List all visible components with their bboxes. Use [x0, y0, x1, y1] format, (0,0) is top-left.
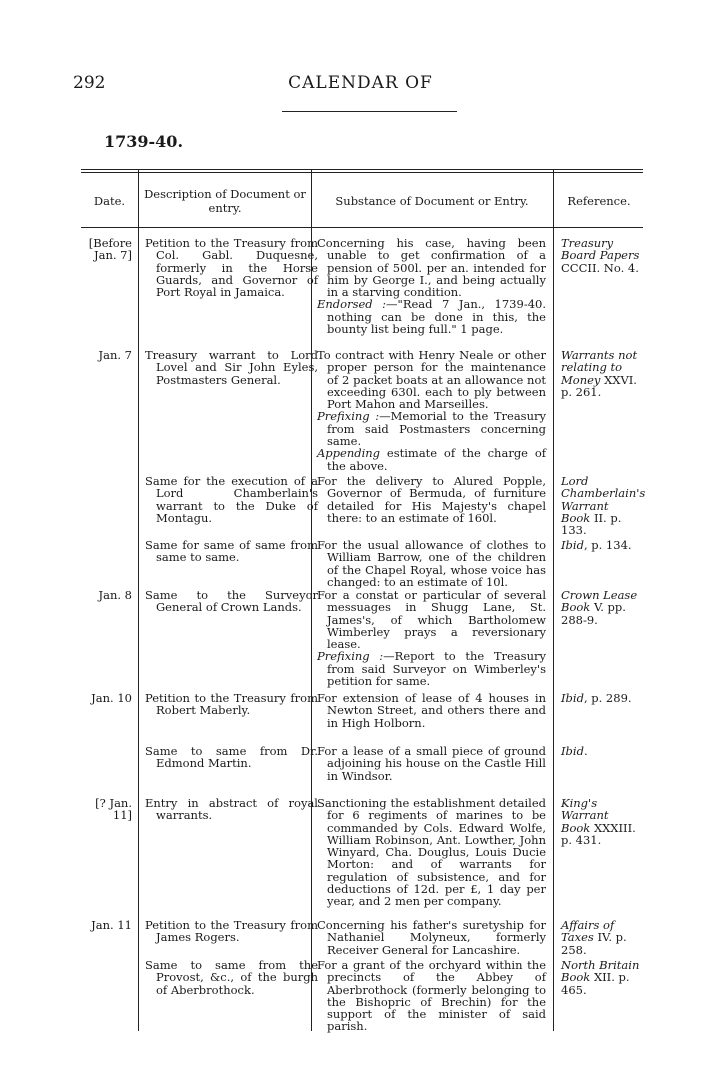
reference-locator: XII. p. 465.: [561, 970, 630, 997]
entry-reference: [561, 539, 641, 551]
entry-description: Same to same from the Provost, &c., of the burgh of Aberbrothock.: [145, 958, 318, 997]
running-title: CALENDAR OF: [288, 73, 433, 93]
substance-text: For the delivery to Alured Popple, Governor of Bermuda, of furniture detailed for His Majesty's chapel there: to an estimate of 160l.: [317, 474, 546, 525]
entry-reference: [561, 589, 641, 626]
note-label: Endorsed :: [317, 297, 387, 312]
reference-title: North Britain Book: [561, 958, 640, 985]
substance-text: For the usual allowance of clothes to William Barrow, one of the children of the Chapel Royal, whose voice has changed: to an estimate of 10l.: [317, 538, 546, 589]
note-text: estimate of the charge of the above.: [327, 446, 546, 473]
reference-locator: , p. 289.: [583, 691, 632, 705]
note-text: —Memorial to the Treasury from said Postmasters concerning same.: [327, 409, 546, 449]
entry-description: Entry in abstract of royal warrants.: [145, 796, 318, 823]
entry-date: [Before Jan. 7]: [88, 236, 132, 263]
entry-description: Same to the Surveyor General of Crown Lands.: [145, 588, 318, 615]
substance-text: Concerning his case, having been unable to get confirmation of a pension of 500l. per an. intended for him by George I., and being actually in a starving condition.: [317, 236, 546, 300]
entry-reference: [561, 745, 641, 757]
reference-locator: CCCII. No. 4.: [561, 260, 639, 275]
reference-title: Warrants not relating to Money: [561, 348, 638, 387]
entry-reference: [561, 349, 641, 398]
table-top-rule-inner: [81, 172, 643, 173]
column-header-date: Date.: [93, 194, 126, 208]
reference-locator: .: [583, 744, 588, 758]
entry-substance: [317, 237, 546, 335]
substance-text: For a constat or particular of several messuages in Shugg Lane, St. James's, of which Bartholomew Wimberley prays a reversionary lease.: [317, 588, 546, 652]
reference-locator: XXXIII. p. 431.: [561, 820, 636, 847]
reference-locator: V. pp. 288-9.: [561, 600, 626, 627]
entry-reference: [561, 959, 641, 996]
reference-locator: IV. p. 258.: [561, 930, 627, 957]
reference-title: Affairs of Taxes: [561, 918, 615, 945]
entry-description: Treasury warrant to Lord Lovel and Sir John Eyles, Postmasters General.: [145, 348, 318, 387]
entry-date: Jan. 8: [98, 588, 132, 602]
entry-substance: [317, 589, 546, 687]
entry-description: Petition to the Treasury from James Rogers.: [145, 918, 318, 945]
column-divider: [553, 169, 554, 1031]
reference-title: King's Warrant Book: [561, 796, 609, 835]
reference-title: Ibid: [561, 744, 584, 758]
header-rule: [81, 227, 643, 228]
table-top-rule: [81, 169, 643, 170]
entry-substance: [317, 745, 546, 782]
entry-date: Jan. 11: [91, 918, 132, 932]
entry-substance: [317, 539, 546, 588]
substance-text: Sanctioning the establishment detailed for 6 regiments of marines to be commanded by Cols. Edward Wolfe, William Robinson, Ant. Lowther, John Winyard, Cha. Douglus, Louis Ducie Morton: and of warrants for regulation of subsistence, and for deductions of 12d. per £, 1 day per year, and 2 men per company.: [317, 796, 546, 909]
reference-title: Crown Lease Book: [561, 588, 638, 615]
reference-title: Lord Chamberlain's Warrant Book: [561, 474, 646, 525]
entry-substance: [317, 959, 546, 1033]
entry-substance: [317, 349, 546, 472]
entry-substance: [317, 692, 546, 729]
entry-reference: [561, 797, 641, 846]
calendar-table: [81, 169, 646, 1034]
note-text: —"Read 7 Jan., 1739-40. nothing can be done in this, the bounty list being full." 1 page.: [327, 297, 546, 337]
entry-description: Same for the execution of a Lord Chamberlain's warrant to the Duke of Montagu.: [145, 474, 318, 525]
year-heading: 1739-40.: [104, 132, 184, 151]
reference-locator: XXVI. p. 261.: [561, 372, 637, 399]
entry-description: Petition to the Treasury from Robert Maberly.: [145, 691, 318, 718]
entry-date: [? Jan. 11]: [95, 796, 132, 823]
page-number: 292: [73, 73, 106, 93]
entry-reference: [561, 692, 641, 704]
entry-description: Same for same of same from same to same.: [145, 538, 318, 565]
reference-title: Ibid: [561, 691, 584, 705]
note-label: Appending: [317, 446, 381, 461]
column-divider: [138, 169, 139, 1031]
reference-locator: , p. 134.: [583, 538, 632, 552]
entry-substance: [317, 797, 546, 908]
reference-title: Treasury Board Papers: [561, 236, 640, 263]
note-label: Prefixing :: [317, 649, 384, 664]
entry-substance: [317, 475, 546, 524]
note-text: —Report to the Treasury from said Surveyor on Wimberley's petition for same.: [327, 649, 546, 689]
reference-locator: II. p. 133.: [561, 510, 622, 538]
entry-reference: [561, 474, 646, 538]
substance-text: For a lease of a small piece of ground adjoining his house on the Castle Hill in Windsor.: [317, 744, 546, 783]
note-label: Prefixing :: [317, 409, 380, 424]
entry-date: Jan. 7: [98, 348, 132, 362]
substance-text: For a grant of the orchyard within the precincts of the Abbey of Aberbrothock (formerly belonging to the Bishopric of Brechin) for the support of the minister of said parish.: [317, 958, 546, 1034]
entry-reference: [561, 919, 641, 956]
column-header-substance: Substance of Document or Entry.: [335, 194, 529, 208]
entry-description: Petition to the Treasury from Col. Gabl. Duquesne, formerly in the Horse Guards, and Governor of Port Royal in Jamaica.: [145, 236, 318, 300]
title-rule: [282, 111, 457, 112]
entry-description: Same to same from Dr. Edmond Martin.: [145, 744, 318, 771]
entry-reference: [561, 237, 641, 274]
column-header-reference: Reference.: [567, 194, 631, 208]
reference-title: Ibid: [561, 538, 584, 552]
entry-substance: [317, 919, 546, 956]
column-header-description: Description of Document or entry.: [144, 187, 306, 215]
substance-text: To contract with Henry Neale or other proper person for the maintenance of 2 packet boats at an allowance not exceeding 630l. each to ply between Port Mahon and Marseilles.: [317, 348, 546, 412]
substance-text: For extension of lease of 4 houses in Newton Street, and others there and in High Holborn.: [317, 691, 546, 730]
substance-text: Concerning his father's suretyship for Nathaniel Molyneux, formerly Receiver General for Lancashire.: [317, 918, 546, 957]
entry-date: Jan. 10: [91, 691, 132, 705]
